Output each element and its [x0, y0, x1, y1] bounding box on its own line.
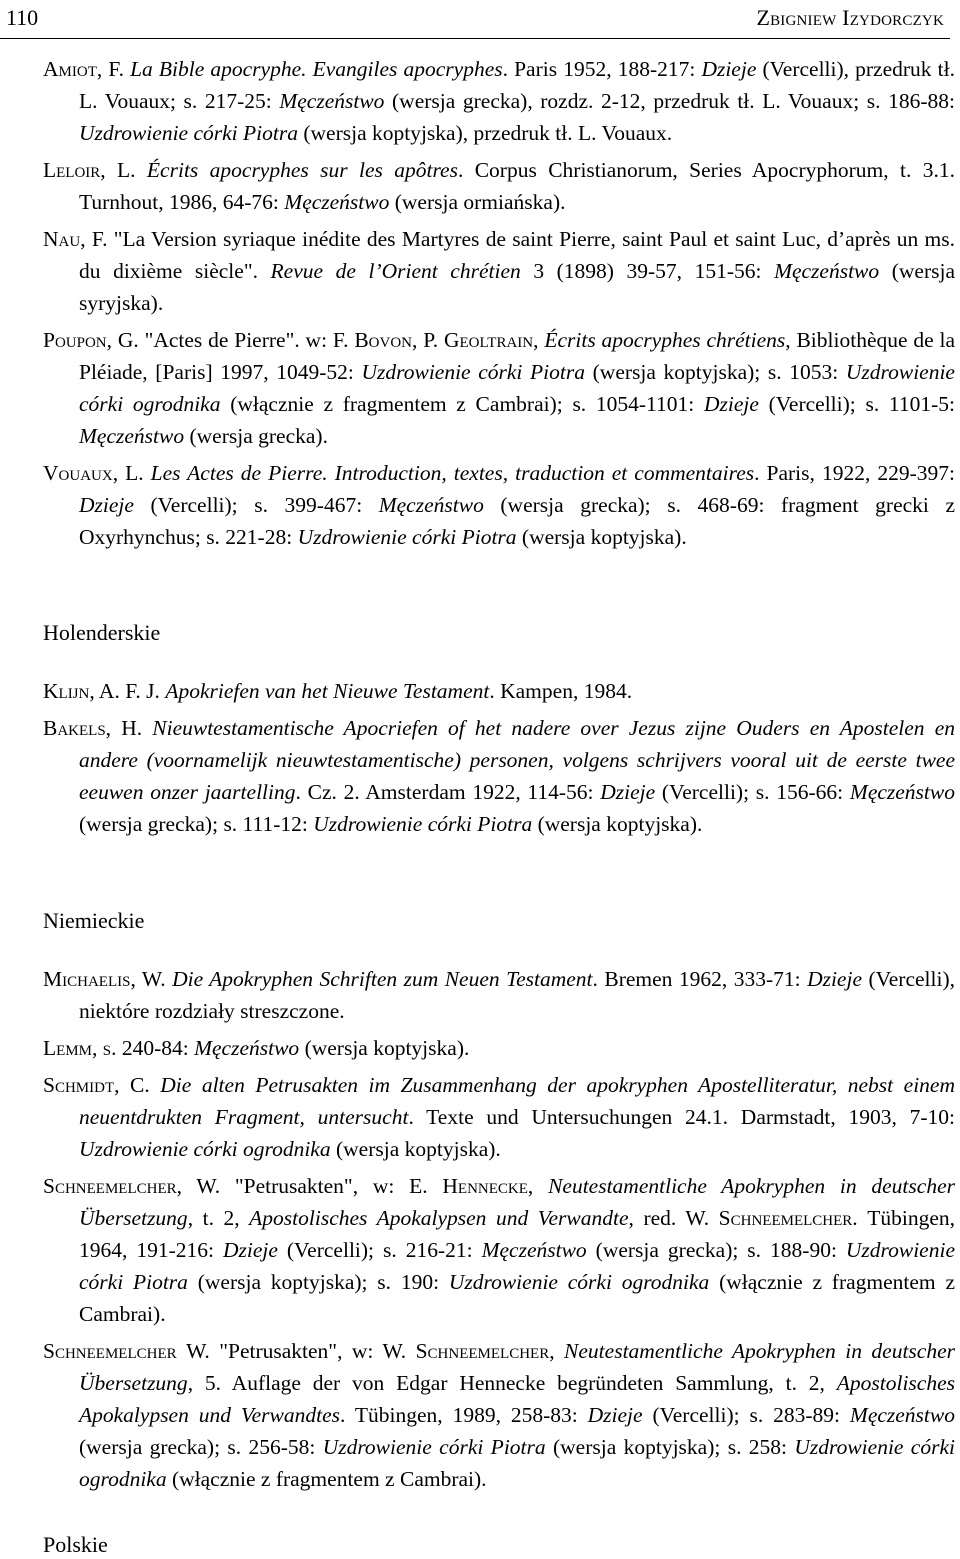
entry-italic-text: Dzieje [79, 493, 134, 517]
entry-italic-text: Męczeństwo [378, 493, 484, 517]
section-heading-polish: Polskie [43, 1532, 108, 1557]
page-header [0, 0, 950, 39]
entry-text: (Vercelli); s. 399-467: [133, 493, 379, 517]
entry-author: Bovon, P. Geoltrain, [354, 328, 545, 352]
entry-text: (wersja grecka); s. 256-58: [79, 1435, 323, 1459]
entry-text: . Bremen 1962, 333-71: [592, 967, 808, 991]
entry-italic-text: Uzdrowienie córki Piotra [79, 1238, 955, 1294]
entry-italic-text: Uzdrowienie córki ogrodnika [79, 1435, 955, 1491]
entry-italic-text: La Bible apocryphe. Evangiles apocryphes [130, 57, 503, 81]
section-heading-dutch: Holenderskie [43, 620, 161, 645]
entry-author: Schneemelcher, W. [43, 1174, 235, 1198]
entry-italic-text: Apokriefen van het Nieuwe Testament [165, 679, 490, 703]
bibliography-entry [43, 1170, 955, 1330]
entry-italic-text: Męczeństwo [279, 89, 385, 113]
entry-text: (wersja koptyjska). [532, 812, 703, 836]
entry-text: "La Version syriaque inédite des Martyres de saint Pierre, saint Paul et saint Luc, d’après un ms. du dixième siècle". [79, 227, 955, 283]
entry-italic-text: Uzdrowienie córki Piotra [322, 1435, 546, 1459]
entry-italic-text: Męczeństwo [481, 1238, 587, 1262]
bibliography-entry [43, 1335, 955, 1495]
entry-italic-text: Apostolisches Apokalypsen und Verwandte [249, 1206, 629, 1230]
entry-text: (wersja koptyjska); s. 190: [187, 1270, 449, 1294]
entry-text: 3 (1898) 39-57, 151-56: [520, 259, 775, 283]
entry-text: , Bibliothèque de la Pléiade, [Paris] 1997, 1049-52: [79, 328, 956, 384]
entry-text: (wersja grecka). [184, 424, 328, 448]
entry-text: (Vercelli), niektóre rozdziały streszczone. [79, 967, 956, 1023]
entry-text: (wersja ormiańska). [389, 190, 566, 214]
entry-italic-text: Écrits apocryphes chrétiens [544, 328, 786, 352]
entry-text: . Corpus Christianorum, Series Apocryphorum, t. 3.1. Turnhout, 1986, 64-76: [79, 158, 955, 214]
entry-author: Hennecke, [442, 1174, 549, 1198]
bibliography-entry [43, 675, 955, 707]
entry-text: (wersja koptyjska). [299, 1036, 470, 1060]
entry-italic-text: Les Actes de Pierre. Introduction, textes, traduction et commentaires [150, 461, 755, 485]
entry-italic-text: Nieuwtestamentische Apocriefen of het nadere over Jezus zijne Ouders en Apostelen en andere (voornamelijk nieuwtestamentische) personen, volgens schrijvers vooral uit de eerste twee eeuwen onzer jaartelling [79, 716, 955, 804]
section-heading-german: Niemieckie [43, 908, 145, 933]
entry-text: , t. 2, [187, 1206, 250, 1230]
entry-italic-text: Dzieje [701, 57, 757, 81]
entry-author: Vouaux, L. [43, 461, 151, 485]
entry-text: , red. W. [628, 1206, 719, 1230]
entry-text: (wersja grecka); s. 468-69: fragment grecki z Oxyrhynchus; s. 221-28: [79, 493, 955, 549]
entry-italic-text: Neutestamentliche Apokryphen in deutscher Übersetzung [79, 1339, 955, 1395]
bibliography-list [43, 53, 955, 553]
bibliography-entry [43, 963, 955, 1027]
entry-text: (wersja koptyjska), przedruk tł. L. Vouaux. [297, 121, 673, 145]
entry-text: W. "Petrusakten", w: W. [186, 1339, 416, 1363]
entry-italic-text: Dzieje [703, 392, 759, 416]
entry-italic-text: Uzdrowienie córki Piotra [361, 360, 585, 384]
entry-italic-text: Męczeństwo [774, 259, 880, 283]
entry-author: Nau, F. [43, 227, 114, 251]
entry-text: (Vercelli); s. 1101-5: [758, 392, 956, 416]
entry-text: (wersja syryjska). [79, 259, 955, 315]
entry-italic-text: Écrits apocryphes sur les apôtres [146, 158, 458, 182]
entry-italic-text: Uzdrowienie córki Piotra [79, 121, 298, 145]
entry-italic-text: Neutestamentliche Apokryphen in deutscher Übersetzung [79, 1174, 955, 1230]
entry-italic-text: Dzieje [807, 967, 862, 991]
entry-text: "Actes de Pierre". w: F. [144, 328, 355, 352]
entry-text: . Tübingen, 1989, 258-83: [340, 1403, 588, 1427]
entry-italic-text: Dzieje [600, 780, 656, 804]
bibliography-entry [43, 223, 955, 319]
entry-text: (wersja grecka); s. 111-12: [79, 812, 314, 836]
entry-text: (włącznie z fragmentem z Cambrai). [166, 1467, 487, 1491]
entry-author: Michaelis, W. [43, 967, 173, 991]
entry-italic-text: Die alten Petrusakten im Zusammenhang der apokryphen Apostelliteratur, nebst einem neuentdrukten Fragment, untersucht [79, 1073, 956, 1129]
entry-text: , 5. Auflage der von Edgar Hennecke begründeten Sammlung, t. 2, [187, 1371, 837, 1395]
entry-text: (włącznie z fragmentem z Cambrai). [79, 1270, 955, 1326]
entry-text: (wersja grecka); s. 188-90: [586, 1238, 846, 1262]
entry-author: Schneemelcher [43, 1339, 187, 1363]
entry-text: (wersja koptyjska). [516, 525, 687, 549]
entry-text: . Texte und Untersuchungen 24.1. Darmstadt, 1903, 7-10: [408, 1105, 955, 1129]
entry-text: . Paris 1952, 188-217: [502, 57, 702, 81]
entry-italic-text: Męczeństwo [284, 190, 390, 214]
entry-italic-text: Uzdrowienie córki ogrodnika [79, 1137, 331, 1161]
entry-author: Amiot, F. [43, 57, 131, 81]
entry-text: 240-84: [121, 1036, 195, 1060]
bibliography-entry [43, 53, 955, 149]
entry-italic-text: Męczeństwo [849, 780, 955, 804]
entry-author: Lemm, s. [43, 1036, 122, 1060]
entry-author: Poupon, G. [43, 328, 145, 352]
bibliography-entry [43, 324, 955, 452]
entry-italic-text: Uzdrowienie córki ogrodnika [79, 360, 955, 416]
entry-author: Bakels, H. [43, 716, 153, 740]
bibliography-entry [43, 1069, 955, 1165]
entry-text: (włącznie z fragmentem z Cambrai); s. 1054-1101: [220, 392, 704, 416]
entry-text: (wersja grecka), rozdz. 2-12, przedruk tł. L. Vouaux; s. 186-88: [384, 89, 955, 113]
entry-text: (Vercelli), przedruk tł. L. Vouaux; s. 217-25: [79, 57, 955, 113]
entry-text: (wersja koptyjska); s. 258: [545, 1435, 795, 1459]
entry-italic-text: Męczeństwo [194, 1036, 300, 1060]
entry-text: (Vercelli); s. 156-66: [655, 780, 850, 804]
entry-italic-text: Dzieje [587, 1403, 643, 1427]
entry-author: Klijn, A. F. J. [43, 679, 166, 703]
bibliography-entry [43, 154, 955, 218]
entry-text: "Petrusakten", w: E. [234, 1174, 443, 1198]
entry-text: . Cz. 2. Amsterdam 1922, 114-56: [295, 780, 601, 804]
entry-italic-text: Uzdrowienie córki Piotra [297, 525, 517, 549]
entry-author: Schneemelcher. [718, 1206, 868, 1230]
entry-author: Schneemelcher, [415, 1339, 565, 1363]
entry-italic-text: Apostolisches Apokalypsen und Verwandtes [79, 1371, 955, 1427]
entry-italic-text: Die Apokryphen Schriften zum Neuen Testament [172, 967, 593, 991]
entry-text: . Kampen, 1984. [489, 679, 633, 703]
bibliography-entry [43, 712, 955, 840]
bibliography-entry [43, 457, 955, 553]
entry-italic-text: Uzdrowienie córki Piotra [313, 812, 533, 836]
entry-italic-text: Męczeństwo [79, 424, 185, 448]
entry-text: . Paris, 1922, 229-397: [754, 461, 955, 485]
entry-italic-text: Revue de l’Orient chrétien [270, 259, 521, 283]
page-number: 110 [6, 5, 39, 30]
entry-text: Tübingen, 1964, 191-216: [79, 1206, 955, 1262]
bibliography-list [43, 963, 955, 1495]
entry-text: (Vercelli); s. 283-89: [642, 1403, 850, 1427]
entry-italic-text: Uzdrowienie córki ogrodnika [448, 1270, 710, 1294]
bibliography-list [43, 675, 955, 840]
entry-italic-text: Dzieje [222, 1238, 278, 1262]
entry-text: (wersja koptyjska); s. 1053: [585, 360, 846, 384]
entry-text: (Vercelli); s. 216-21: [277, 1238, 482, 1262]
entry-italic-text: Męczeństwo [849, 1403, 955, 1427]
bibliography-entry [43, 1032, 955, 1064]
running-head: Zbigniew Izydorczyk [756, 5, 944, 30]
entry-author: Schmidt, C. [43, 1073, 161, 1097]
entry-text: (wersja koptyjska). [330, 1137, 501, 1161]
entry-author: Leloir, L. [43, 158, 147, 182]
